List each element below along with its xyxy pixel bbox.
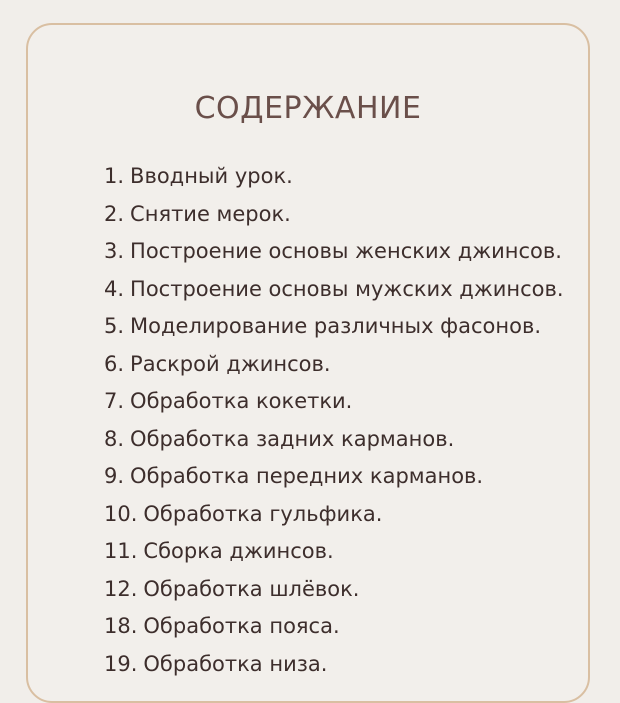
toc-item-label: Моделирование различных фасонов. — [130, 314, 542, 338]
toc-item-number: 5. — [104, 314, 125, 338]
toc-item-label: Вводный урок. — [130, 164, 293, 188]
table-of-contents — [104, 158, 564, 683]
toc-item-label: Обработка задних карманов. — [130, 426, 455, 451]
toc-item-label: Построение основы мужских джинсов. — [130, 276, 564, 301]
toc-item-label: Обработка кокетки. — [130, 389, 353, 413]
toc-item-number: 10. — [104, 501, 138, 526]
toc-item-label: Обработка низа. — [143, 651, 328, 676]
contents-card — [26, 23, 590, 703]
toc-item — [104, 383, 564, 421]
toc-item-number: 1. — [104, 164, 125, 188]
toc-item — [104, 196, 564, 234]
toc-item-number: 19. — [104, 651, 138, 676]
toc-item-number: 4. — [104, 276, 125, 301]
toc-item-label: Обработка передних карманов. — [130, 464, 484, 488]
toc-item-number: 3. — [104, 239, 125, 263]
toc-item — [104, 571, 564, 609]
toc-item-number: 11. — [104, 539, 138, 563]
toc-item-number: 9. — [104, 464, 125, 488]
page-title: СОДЕРЖАНИЕ — [194, 91, 422, 126]
toc-item-label: Обработка шлёвок. — [143, 576, 360, 601]
toc-item — [104, 271, 564, 309]
toc-item-number: 6. — [104, 351, 125, 376]
toc-item — [104, 496, 564, 534]
toc-item-number: 7. — [104, 389, 125, 413]
toc-item — [104, 158, 564, 196]
toc-item — [104, 533, 564, 571]
toc-item — [104, 421, 564, 459]
toc-item — [104, 233, 564, 271]
toc-item — [104, 308, 564, 346]
toc-item — [104, 346, 564, 384]
toc-item — [104, 458, 564, 496]
toc-item-label: Снятие мерок. — [130, 201, 291, 226]
toc-item — [104, 608, 564, 646]
toc-item-number: 18. — [104, 614, 138, 638]
toc-item-label: Построение основы женских джинсов. — [130, 239, 562, 263]
toc-item-label: Обработка гульфика. — [143, 501, 383, 526]
toc-item — [104, 646, 564, 684]
toc-item-number: 2. — [104, 201, 125, 226]
toc-item-label: Сборка джинсов. — [143, 539, 334, 563]
toc-item-number: 12. — [104, 576, 138, 601]
toc-item-label: Обработка пояса. — [143, 614, 340, 638]
toc-item-number: 8. — [104, 426, 125, 451]
toc-item-label: Раскрой джинсов. — [130, 351, 331, 376]
